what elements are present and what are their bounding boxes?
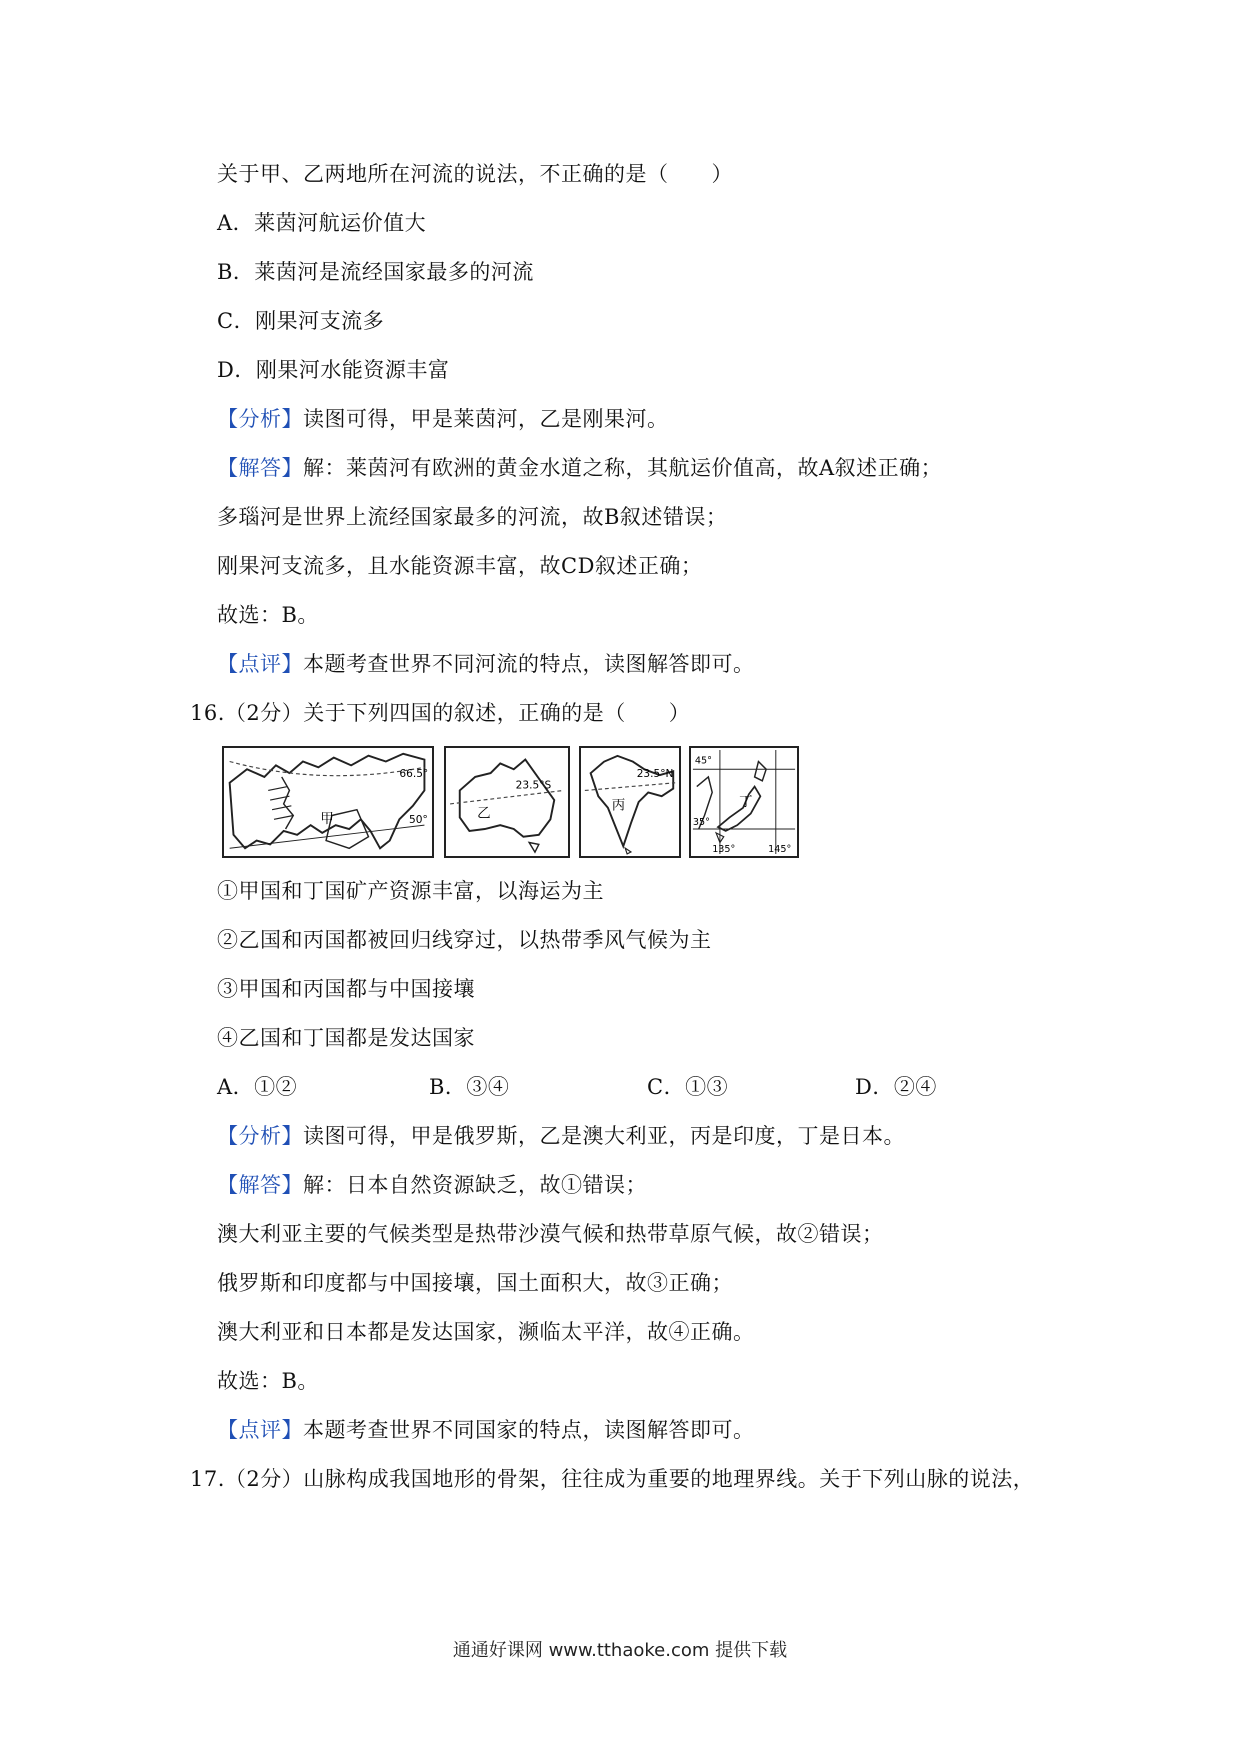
q16-answer [217,1171,647,1199]
analysis-text: 读图可得，甲是莱茵河，乙是刚果河。 [303,407,669,431]
q16-answer-line: 澳大利亚和日本都是发达国家，濒临太平洋，故④正确。 [217,1320,755,1344]
analysis-text: 读图可得，甲是俄罗斯，乙是澳大利亚，丙是印度，丁是日本。 [303,1124,905,1148]
q15-comment [217,650,755,678]
answer-text: 解：莱茵河有欧洲的黄金水道之称，其航运价值高，故A叙述正确； [303,456,943,480]
label-23-5s: 23.5°S [515,779,552,792]
q15-answer-line: 多瑙河是世界上流经国家最多的河流，故B叙述错误； [217,505,728,529]
map-jia [222,746,434,858]
page-footer: 通通好课网 www.tthaoke.com 提供下载 [452,1640,788,1661]
label-35: 35° [692,817,710,829]
choice-d: D．②④ [855,1075,937,1099]
map-yi [444,746,570,858]
q15-option-a: A．莱茵河航运价值大 [217,211,427,235]
comment-text: 本题考查世界不同河流的特点，读图解答即可。 [303,652,755,676]
label-45: 45° [694,755,712,767]
q16-stem: 16.（2分）关于下列四国的叙述，正确的是（ ） [190,701,691,725]
q15-option-c: C．刚果河支流多 [217,309,385,333]
choice-c: C．①③ [647,1075,729,1099]
q15-answer-line: 故选：B。 [217,603,319,627]
q16-statement-3: ③甲国和丙国都与中国接壤 [217,977,475,1001]
answer-text: 解：日本自然资源缺乏，故①错误； [303,1173,647,1197]
q15-option-d: D．刚果河水能资源丰富 [217,358,450,382]
choice-b: B．③④ [429,1075,510,1099]
analysis-tag: 【分析】 [217,1124,303,1148]
q15-stem: 关于甲、乙两地所在河流的说法，不正确的是（ ） [217,162,733,186]
comment-text: 本题考查世界不同国家的特点，读图解答即可。 [303,1418,755,1442]
label-135: 135° [712,844,736,856]
q16-answer-line: 故选：B。 [217,1369,319,1393]
q16-statement-1: ①甲国和丁国矿产资源丰富，以海运为主 [217,879,604,903]
q16-answer-line: 俄罗斯和印度都与中国接壤，国土面积大，故③正确； [217,1271,733,1295]
label-50: 50° [409,814,428,827]
answer-tag: 【解答】 [217,1173,303,1197]
q16-analysis [217,1122,905,1150]
comment-tag: 【点评】 [217,1418,303,1442]
q16-choices [217,1073,937,1101]
map-label-jia: 甲 [320,811,334,828]
australia-map [446,748,568,856]
q16-statement-4: ④乙国和丁国都是发达国家 [217,1026,475,1050]
q16-answer-line: 澳大利亚主要的气候类型是热带沙漠气候和热带草原气候，故②错误； [217,1222,884,1246]
q15-analysis [217,405,669,433]
q15-answer-line: 刚果河支流多，且水能资源丰富，故CD叙述正确； [217,554,703,578]
label-66-5: 66.5° [399,767,429,780]
q17-stem: 17.（2分）山脉构成我国地形的骨架，往往成为重要的地理界线。关于下列山脉的说法， [190,1467,1035,1491]
label-145: 145° [768,844,792,856]
q16-comment [217,1416,755,1444]
russia-map [224,748,432,856]
japan-map [691,748,797,856]
analysis-tag: 【分析】 [217,407,303,431]
map-label-ding: 丁 [739,793,753,810]
q16-statement-2: ②乙国和丙国都被回归线穿过，以热带季风气候为主 [217,928,712,952]
label-23-5n: 23.5°N [636,768,674,781]
q15-answer [217,454,942,482]
choice-a: A．①② [217,1075,298,1099]
q15-option-b: B．莱茵河是流经国家最多的河流 [217,260,534,284]
map-ding [689,746,799,858]
india-map [581,748,679,856]
map-label-bing: 丙 [611,798,626,814]
answer-tag: 【解答】 [217,456,303,480]
comment-tag: 【点评】 [217,652,303,676]
map-bing [579,746,681,858]
map-label-yi: 乙 [477,805,491,822]
